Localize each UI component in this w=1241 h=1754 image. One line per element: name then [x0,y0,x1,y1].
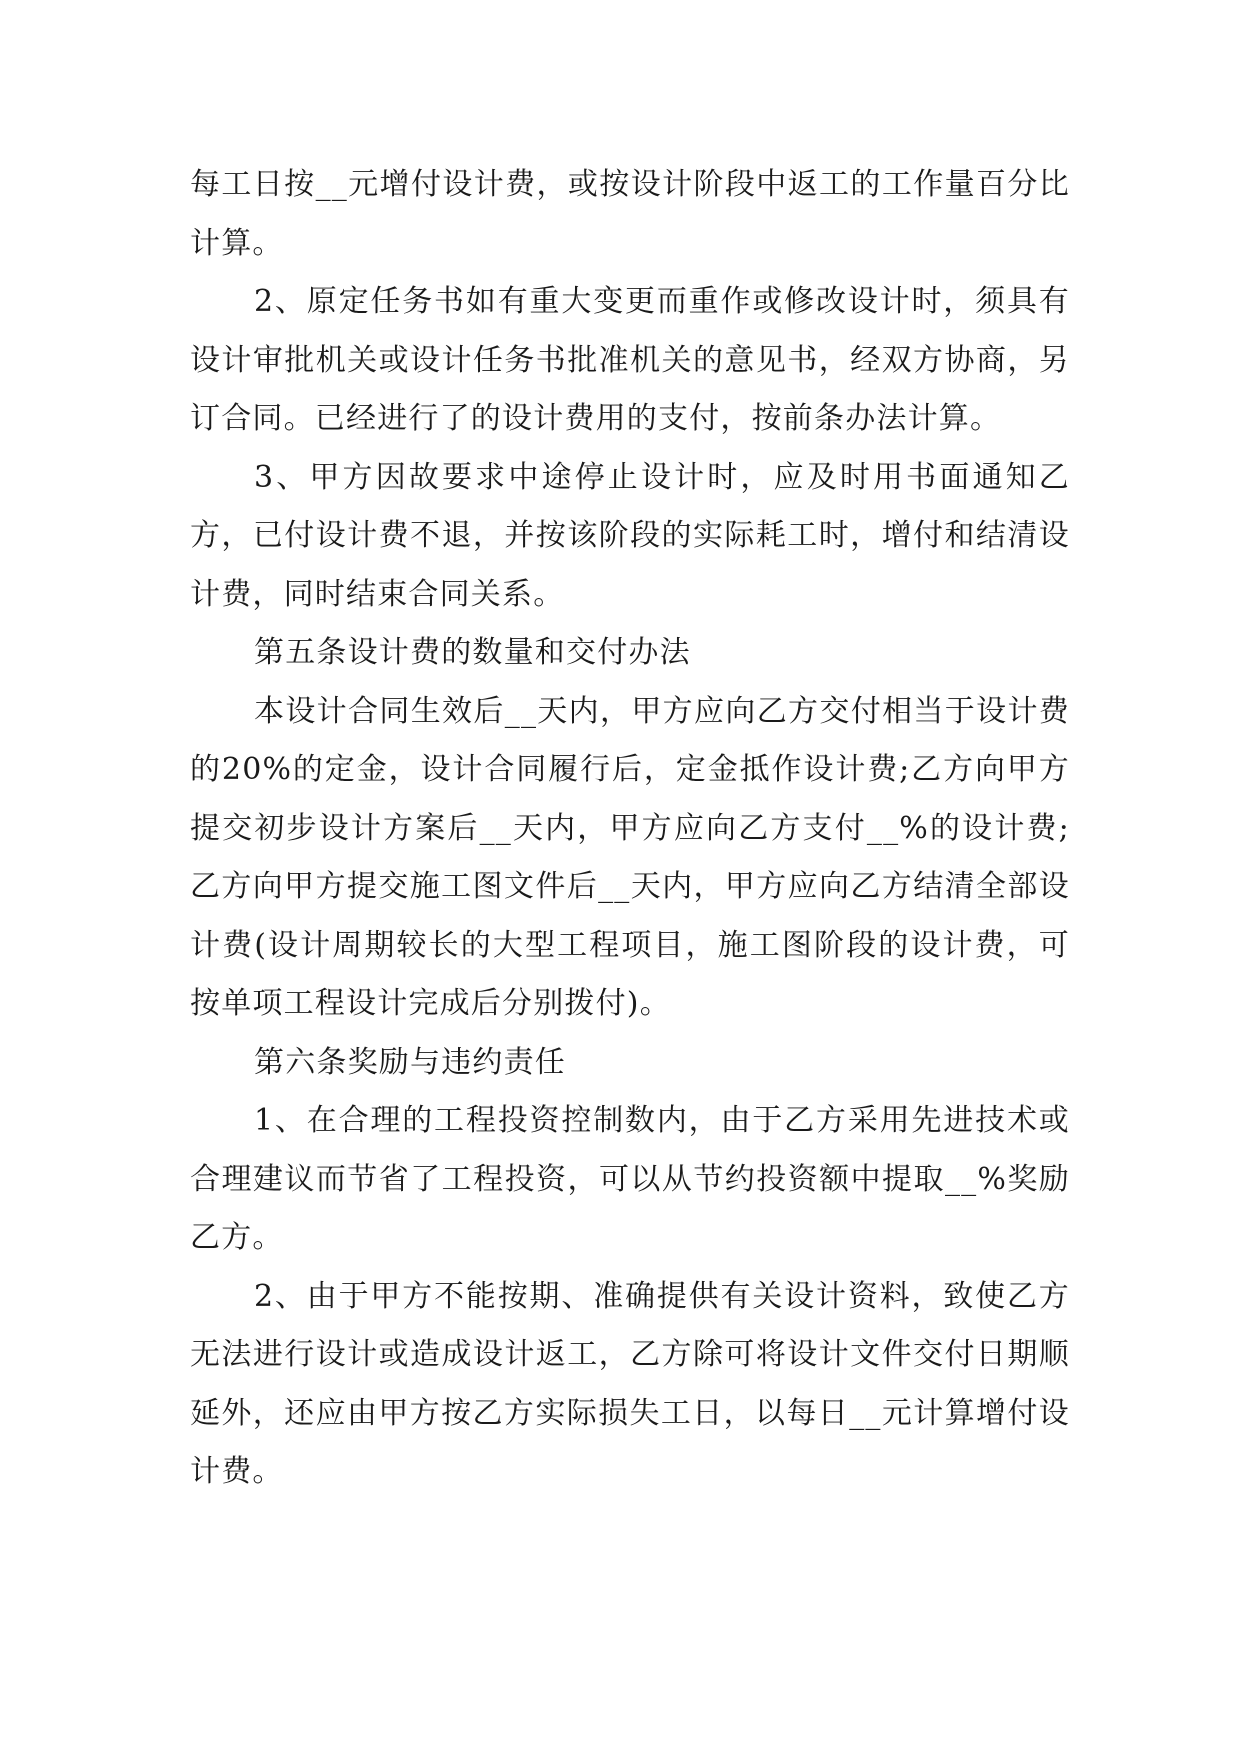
paragraph-penalty-clause-2: 2、由于甲方不能按期、准确提供有关设计资料，致使乙方无法进行设计或造成设计返工，乙方除可将设计文件交付日期顺延外，还应由甲方按乙方实际损失工日，以每日__元计算增付设计费。 [190,1278,1070,1489]
section-heading-article-5: 第五条设计费的数量和交付办法 [254,635,691,670]
paragraph-reward-clause-1: 1、在合理的工程投资控制数内，由于乙方采用先进技术或合理建议而节省了工程投资，可以从节约投资额中提取__%奖励乙方。 [190,1103,1070,1255]
paragraph-clause-2-major-change: 2、原定任务书如有重大变更而重作或修改设计时，须具有设计审批机关或设计任务书批准机关的意见书，经双方协商，另订合同。已经进行了的设计费用的支付，按前条办法计算。 [190,284,1070,436]
paragraph-clause-3-stop-design: 3、甲方因故要求中途停止设计时，应及时用书面通知乙方，已付设计费不退，并按该阶段的实际耗工时，增付和结清设计费，同时结束合同关系。 [190,459,1070,612]
document-body [190,156,1070,1502]
paragraph-rework-fee: 每工日按__元增付设计费，或按设计阶段中返工的工作量百分比计算。 [190,167,1070,261]
paragraph-payment-terms: 本设计合同生效后__天内，甲方应向乙方交付相当于设计费的20%的定金，设计合同履行后，定金抵作设计费;乙方向甲方提交初步设计方案后__天内，甲方应向乙方支付__%的设计费;乙方向甲方提交施工图文件后__天内，甲方应向乙方结清全部设计费(设计周期较长的大型工程项目，施工图阶段的设计费，可按单项工程设计完成后分别拨付)。 [190,693,1070,1021]
section-heading-article-6: 第六条奖励与违约责任 [254,1044,566,1080]
